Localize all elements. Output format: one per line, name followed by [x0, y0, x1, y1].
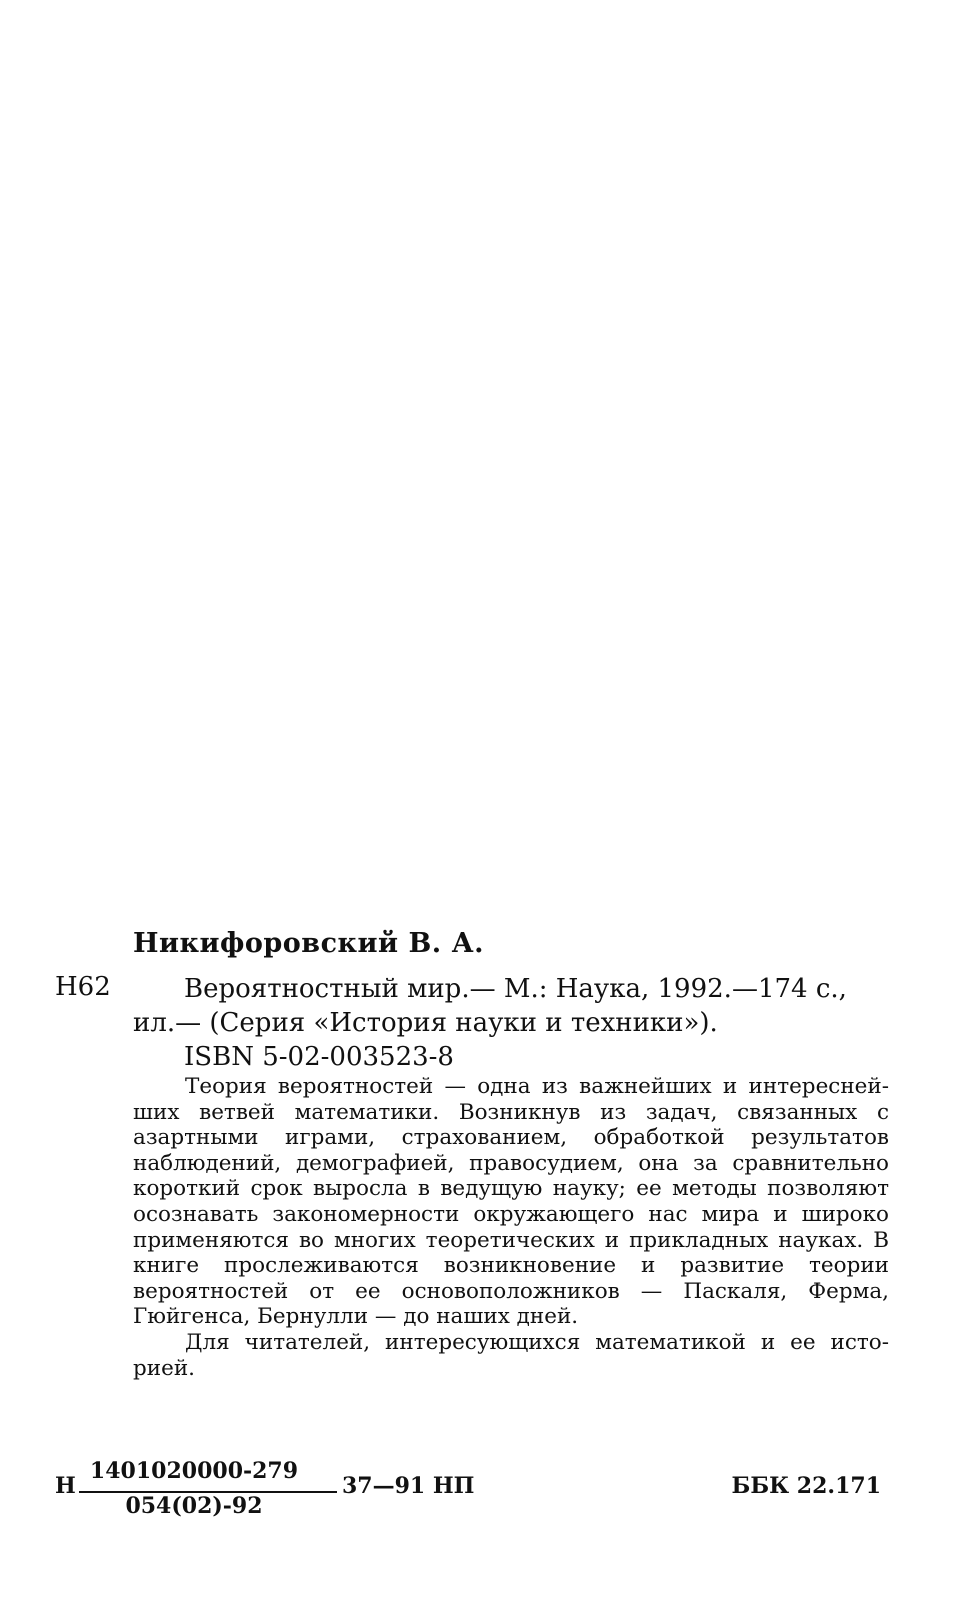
catalog-code: Н62 — [55, 972, 111, 1002]
publisher-code-numerator: 1401020000-279 — [89, 1458, 299, 1484]
author-name: Никифоровский В. А. — [133, 928, 484, 959]
audience-paragraph: Для читателей, интересующихся математикой и ее историей. — [133, 1329, 889, 1381]
annotation-paragraph: Теория вероятностей — одна из важнейших и интереснейших ветвей математики. Возникнув из задач, связанных с азартными играми, страхованием, обработкой результатов наблюдений, демографией, правосудием, она за сравнительно короткий срок выросла в ведущую науку; ее методы позволяют осознавать закономерности окружающего нас мира и широко применяются во многих теоретических и прикладных науках. В книге прослеживаются возникновение и развитие теории вероятностей от ее основоположников — Паскаля, Ферма, Гюйгенса, Бернулли — до наших дней. — [133, 1074, 889, 1330]
publisher-code-suffix: 37—91 НП — [342, 1473, 475, 1499]
publisher-code-prefix: Н — [55, 1473, 76, 1499]
citation-line-title: Вероятностный мир.— М.: Наука, 1992.—174 с., — [184, 974, 847, 1004]
isbn: ISBN 5-02-003523-8 — [184, 1042, 454, 1072]
bbk-code: ББК 22.171 — [731, 1473, 881, 1499]
bibliographic-citation — [133, 972, 893, 1074]
citation-line-series: ил.— (Серия «История науки и техники»). — [133, 1008, 718, 1038]
annotation — [133, 1074, 889, 1381]
publisher-code-denominator: 054(02)-92 — [125, 1493, 263, 1519]
